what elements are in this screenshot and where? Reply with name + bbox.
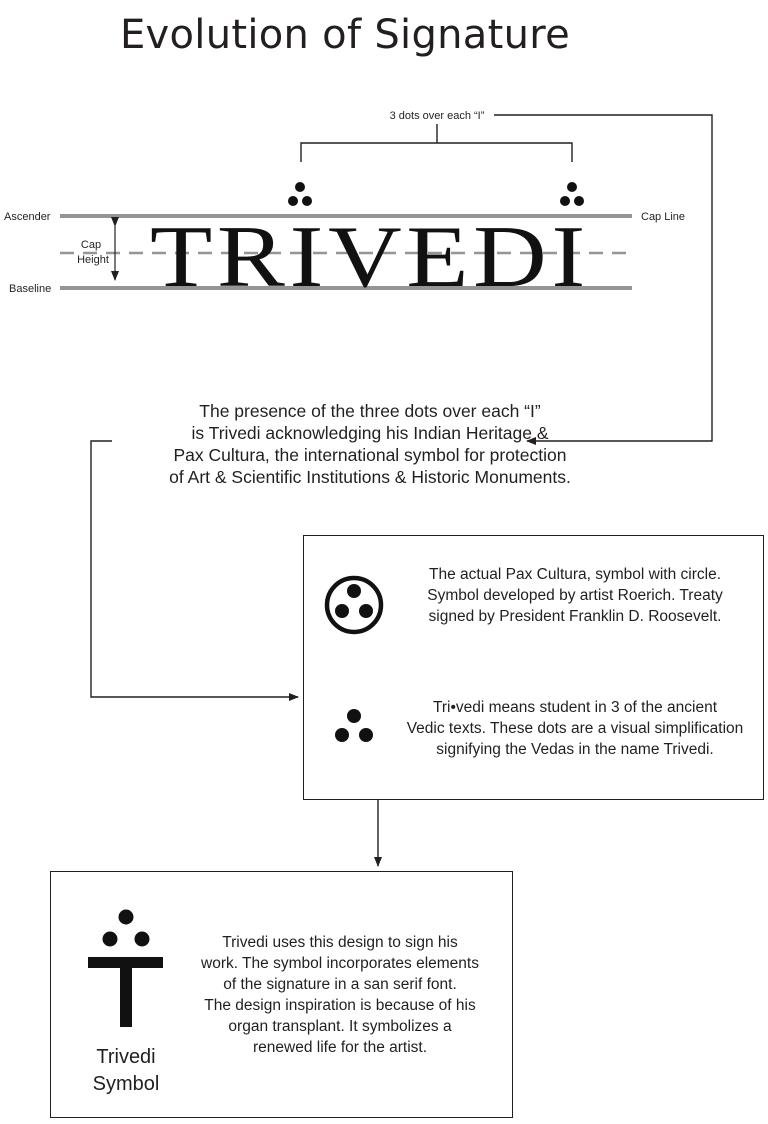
baseline-label: Baseline (9, 283, 52, 295)
dots-label: 3 dots over each “I” (389, 110, 485, 122)
ascender-label: Ascender (4, 211, 51, 223)
symbol-label-line: Trivedi (96, 1046, 156, 1068)
cap-height-label-2: Height (77, 254, 109, 266)
page-title: Evolution of Signature (119, 12, 571, 58)
explanation-text (100, 400, 680, 488)
cap-line-label: Cap Line (641, 211, 686, 223)
symbol-text-line: organ transplant. It symbolizes a (228, 1018, 452, 1035)
symbol-text-line: work. The symbol incorporates elements (201, 955, 479, 972)
symbol-text-line: of the signature in a san serif font. (223, 976, 457, 993)
vedas-text-line: signifying the Vedas in the name Trivedi. (436, 741, 714, 758)
symbol-label-line: Symbol (92, 1073, 160, 1095)
dots-icon-right (560, 182, 584, 206)
pax-text-line: The actual Pax Cultura, symbol with circle. (428, 566, 722, 583)
pax-text-line: Symbol developed by artist Roerich. Treaty (427, 587, 723, 604)
symbol-description (180, 932, 500, 1058)
vedas-text-line: Tri•vedi means student in 3 of the ancient (432, 699, 717, 716)
dots-bracket (301, 124, 572, 162)
signature-word: TRIVEDI (150, 209, 590, 306)
explanation-line: is Trivedi acknowledging his Indian Heritage & (191, 423, 549, 443)
symbol-text-line: Trivedi uses this design to sign his (222, 934, 458, 951)
pax-cultura-text (390, 564, 760, 627)
explanation-line: Pax Cultura, the international symbol for protection (173, 445, 567, 465)
pax-text-line: signed by President Franklin D. Roosevelt. (428, 608, 722, 625)
symbol-label (76, 1044, 176, 1098)
symbol-text-line: The design inspiration is because of his (204, 997, 476, 1014)
vedas-text (390, 697, 760, 760)
explanation-line: of Art & Scientific Institutions & Historic Monuments. (169, 467, 571, 487)
explanation-line: The presence of the three dots over each “I” (199, 401, 541, 421)
symbol-text-line: renewed life for the artist. (252, 1039, 428, 1056)
dots-icon-left (288, 182, 312, 206)
vedas-text-line: Vedic texts. These dots are a visual simplification (406, 720, 744, 737)
cap-height-label-1: Cap (80, 239, 102, 251)
